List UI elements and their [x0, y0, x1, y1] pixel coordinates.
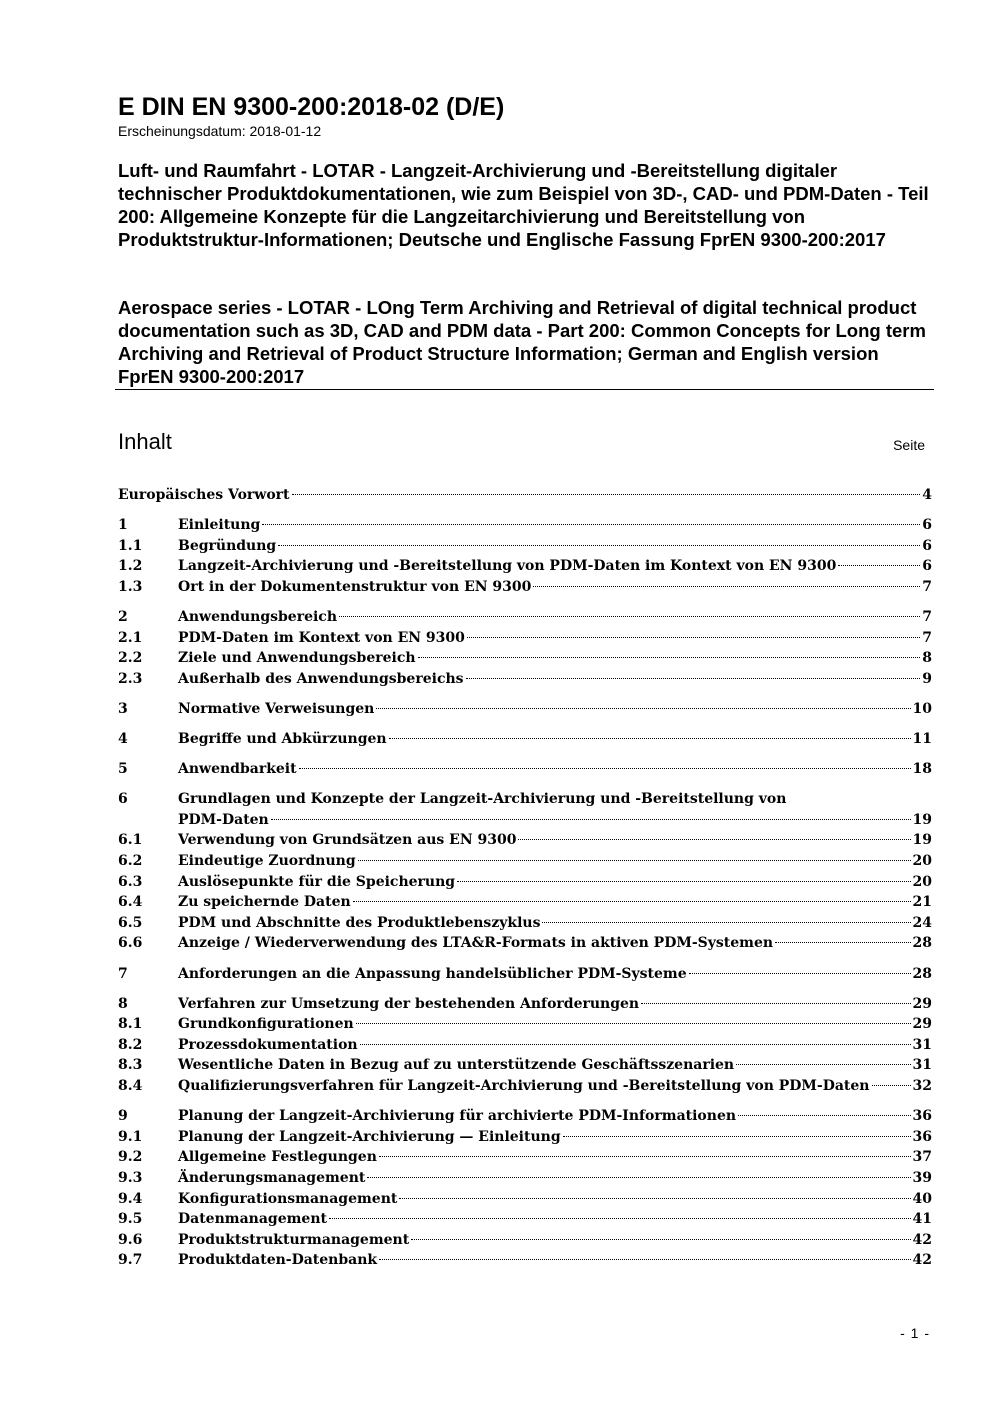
toc-entry-page: 32: [912, 1078, 932, 1094]
toc-dot-leader: [389, 738, 911, 739]
toc-entry[interactable]: [118, 851, 932, 871]
title-english: Aerospace series - LOTAR - LOng Term Archiving and Retrieval of digital technical product documentation such as 3D, CAD and PDM data - Part 200: Common Concepts for Long term Archiving and Retrieval of Product Structure Information; German and English version FprEN 9300-200:2017: [118, 297, 926, 387]
title-german: Luft- und Raumfahrt - LOTAR - Langzeit-Archivierung und -Bereitstellung digitaler technischer Produktdokumentationen, wie zum Beispiel von 3D-, CAD- und PDM-Daten - Teil 200: Allgemeine Konzepte für die Langzeitarchivierung und Bereitstellung von Produktstruktur-Informationen; Deutsche und Englische Fassung FprEN 9300-200:2017: [118, 160, 929, 250]
toc-entry-number: 2.2: [118, 650, 143, 667]
toc-entry[interactable]: [118, 556, 932, 576]
toc-dot-leader: [360, 1044, 911, 1045]
toc-entry-title: Grundlagen und Konzepte der Langzeit-Archivierung und -Bereitstellung von: [178, 791, 787, 808]
toc-entry-number: 6.2: [118, 853, 143, 869]
toc-entry-number: 6.1: [118, 832, 143, 849]
toc-entry-page: 24: [912, 914, 932, 931]
toc-dot-leader: [271, 819, 911, 820]
toc-entry-page: 37: [912, 1149, 932, 1166]
toc-entry-title: Planung der Langzeit-Archivierung für archivierte PDM-Informationen: [178, 1108, 737, 1125]
toc-entry[interactable]: [118, 892, 932, 912]
toc-entry[interactable]: [118, 872, 932, 892]
toc-entry-number: 9.3: [118, 1169, 143, 1186]
toc-entry-title: Ziele und Anwendungsbereich: [178, 650, 416, 667]
toc-entry[interactable]: [118, 1209, 932, 1229]
toc-entry-page: 42: [912, 1252, 932, 1269]
toc-entry[interactable]: [118, 964, 932, 984]
toc-dot-leader: [542, 922, 910, 923]
toc-entry-number: 6: [118, 791, 128, 808]
toc-entry-number: 3: [118, 700, 128, 717]
toc-entry-title: Anforderungen an die Anpassung handelsüblicher PDM-Systeme: [178, 965, 687, 982]
toc-entry-number: 8.2: [118, 1036, 143, 1053]
toc-dot-leader: [736, 1064, 910, 1065]
toc-entry-page: 4: [922, 487, 932, 503]
toc-entry-title: Produktdaten-Datenbank: [178, 1252, 378, 1269]
toc-entry-continuation[interactable]: [118, 810, 932, 830]
toc-dot-leader: [379, 1156, 911, 1157]
toc-entry[interactable]: [118, 648, 932, 668]
toc-entry-page: 20: [912, 873, 932, 890]
toc-entry-title: Produktstrukturmanagement: [178, 1231, 410, 1248]
toc-entry-page: 7: [922, 629, 932, 646]
toc-entry-number: 5: [118, 761, 128, 778]
toc-entry-number: 6.4: [118, 894, 143, 911]
toc-entry-number: 4: [118, 731, 128, 747]
toc-entry-title: Eindeutige Zuordnung: [178, 853, 356, 869]
toc-entry-number: 9: [118, 1108, 128, 1125]
toc-dot-leader: [775, 942, 910, 943]
toc-entry-number: 9.6: [118, 1231, 143, 1248]
page-number: - 1 -: [900, 1325, 930, 1341]
toc-entry-title: Änderungsmanagement: [178, 1169, 366, 1186]
toc-entry-title: Verwendung von Grundsätzen aus EN 9300: [178, 832, 517, 849]
toc-entry-page: 9: [922, 670, 932, 687]
toc-dot-leader: [411, 1239, 910, 1240]
toc-entry-title: Außerhalb des Anwendungsbereichs: [178, 670, 464, 687]
toc-entry-number: 2.3: [118, 670, 143, 687]
toc-entry[interactable]: [118, 789, 932, 809]
toc-entry-title: Datenmanagement: [178, 1211, 327, 1228]
toc-entry-title: Grundkonfigurationen: [178, 1016, 354, 1033]
toc-entry-page: 19: [912, 811, 932, 828]
toc-entry[interactable]: [118, 577, 932, 597]
toc-entry[interactable]: [118, 994, 932, 1014]
toc-dot-leader: [339, 616, 920, 617]
toc-dot-leader: [329, 1218, 911, 1219]
toc-entry-title: Planung der Langzeit-Archivierung — Einleitung: [178, 1128, 561, 1145]
toc-entry-page: 28: [912, 965, 932, 982]
toc-dot-leader: [299, 768, 911, 769]
toc-entry-number: 1.2: [118, 558, 143, 575]
toc-entry-page: 18: [912, 761, 932, 778]
toc-entry-page: 29: [912, 1016, 932, 1033]
toc-entry[interactable]: [118, 830, 932, 850]
toc-entry-title: Anwendungsbereich: [178, 609, 337, 625]
toc-entry-title: PDM-Daten im Kontext von EN 9300: [178, 629, 465, 646]
toc-entry-page: 7: [922, 578, 932, 595]
toc-entry-page: 8: [922, 650, 932, 667]
toc-entry[interactable]: [118, 485, 932, 505]
toc-entry-number: 6.5: [118, 914, 143, 931]
toc-entry-title: Ort in der Dokumentenstruktur von EN 9300: [178, 578, 532, 595]
toc-dot-leader: [353, 901, 911, 902]
toc-dot-leader: [838, 565, 920, 566]
toc-heading: Inhalt: [118, 429, 172, 454]
toc-entry-title: Auslösepunkte für die Speicherung: [178, 873, 456, 890]
toc-entry-number: 8.1: [118, 1016, 143, 1033]
header-divider: [115, 389, 934, 390]
toc-entry-number: 8: [118, 995, 128, 1012]
toc-dot-leader: [358, 860, 911, 861]
toc-dot-leader: [518, 839, 910, 840]
toc-entry-page: 6: [922, 537, 932, 554]
toc-entry-title: Einleitung: [178, 517, 261, 534]
toc-entry-page: 31: [912, 1057, 932, 1074]
toc-entry-title: Anzeige / Wiederverwendung des LTA&R-Formats in aktiven PDM-Systemen: [178, 935, 774, 952]
toc-entry[interactable]: [118, 1035, 932, 1055]
toc-entry-title: Verfahren zur Umsetzung der bestehenden Anforderungen: [178, 995, 640, 1012]
toc-entry-number: 6.6: [118, 935, 143, 952]
toc-entry-title: Langzeit-Archivierung und -Bereitstellung von PDM-Daten im Kontext von EN 9300: [178, 558, 837, 575]
toc-entry-number: 8.3: [118, 1057, 143, 1074]
toc-entry-number: 6.3: [118, 873, 143, 890]
toc-entry[interactable]: [118, 1189, 932, 1209]
toc-entry[interactable]: [118, 913, 932, 933]
toc-entry-page: 7: [922, 609, 932, 625]
toc-entry-number: 2.1: [118, 629, 143, 646]
toc-dot-leader: [457, 881, 910, 882]
toc-entry-number: 1: [118, 517, 128, 534]
toc-entry-title: Begriffe und Abkürzungen: [178, 731, 387, 747]
toc-entry-title: Wesentliche Daten in Bezug auf zu unterstützende Geschäftsszenarien: [178, 1057, 735, 1074]
toc-entry-title: Normative Verweisungen: [178, 700, 375, 717]
toc-dot-leader: [533, 586, 920, 587]
toc-entry-page: 42: [912, 1231, 932, 1248]
toc-entry-number: 9.7: [118, 1252, 143, 1269]
toc-dot-leader: [376, 708, 910, 709]
toc-entry-number: 2: [118, 609, 128, 625]
toc-entry-title: Qualifizierungsverfahren für Langzeit-Archivierung und -Bereitstellung von PDM-Daten: [178, 1078, 870, 1094]
toc-dot-leader: [689, 973, 911, 974]
document-title: E DIN EN 9300-200:2018-02 (D/E): [118, 93, 505, 121]
toc-entry-page: 19: [912, 832, 932, 849]
toc-dot-leader: [872, 1085, 911, 1086]
toc-entry-title: Konfigurationsmanagement: [178, 1190, 398, 1207]
toc-entry[interactable]: [118, 1127, 932, 1147]
toc-entry-page: 29: [912, 995, 932, 1012]
toc-entry[interactable]: [118, 1147, 932, 1167]
publication-date: Erscheinungsdatum: 2018-01-12: [118, 123, 322, 139]
toc-page-column-label: Seite: [893, 437, 925, 453]
toc-entry[interactable]: [118, 1106, 932, 1126]
toc-entry-title-continued: PDM-Daten: [178, 811, 269, 828]
toc-dot-leader: [563, 1136, 911, 1137]
toc-entry[interactable]: [118, 1076, 932, 1096]
toc-dot-leader: [466, 678, 921, 679]
toc-entry-page: 36: [912, 1128, 932, 1145]
toc-entry[interactable]: [118, 1168, 932, 1188]
toc-entry[interactable]: [118, 515, 932, 535]
toc-entry-number: 9.4: [118, 1190, 143, 1207]
toc-entry-page: 21: [912, 894, 932, 911]
toc-entry[interactable]: [118, 536, 932, 556]
toc-entry-title: Europäisches Vorwort: [118, 487, 290, 503]
toc-dot-leader: [292, 494, 921, 495]
toc-entry-page: 36: [912, 1108, 932, 1125]
toc-entry-number: 1.1: [118, 537, 143, 554]
toc-dot-leader: [278, 545, 920, 546]
toc-entry-page: 31: [912, 1036, 932, 1053]
toc-entry-page: 6: [922, 558, 932, 575]
toc-entry-page: 39: [912, 1169, 932, 1186]
toc-entry-number: 9.2: [118, 1149, 143, 1166]
toc-dot-leader: [262, 524, 920, 525]
toc-dot-leader: [356, 1023, 911, 1024]
toc-entry-title: Anwendbarkeit: [178, 761, 297, 778]
toc-dot-leader: [641, 1003, 910, 1004]
toc-entry-page: 28: [912, 935, 932, 952]
toc-entry[interactable]: [118, 699, 932, 719]
toc-dot-leader: [367, 1177, 910, 1178]
toc-entry[interactable]: [118, 1230, 932, 1250]
toc-entry-number: 7: [118, 965, 128, 982]
toc-entry[interactable]: [118, 1250, 932, 1270]
toc-entry-page: 40: [912, 1190, 932, 1207]
toc-entry[interactable]: [118, 1055, 932, 1075]
toc-entry-title: Begründung: [178, 537, 277, 554]
toc-entry-number: 1.3: [118, 578, 143, 595]
toc-entry[interactable]: [118, 729, 932, 749]
toc-entry-page: 41: [912, 1211, 932, 1228]
toc-entry-page: 11: [912, 731, 932, 747]
toc-entry-number: 9.1: [118, 1128, 143, 1145]
toc-dot-leader: [379, 1259, 910, 1260]
toc-entry-title: Zu speichernde Daten: [178, 894, 351, 911]
toc-dot-leader: [467, 637, 920, 638]
toc-entry-number: 9.5: [118, 1211, 143, 1228]
toc-entry-number: 8.4: [118, 1078, 143, 1094]
toc-entry-page: 6: [922, 517, 932, 534]
toc-entry-page: 10: [912, 700, 932, 717]
toc-entry[interactable]: [118, 1014, 932, 1034]
toc-entry[interactable]: [118, 759, 932, 779]
toc-entry-title: Allgemeine Festlegungen: [178, 1149, 377, 1166]
toc-entry-title: PDM und Abschnitte des Produktlebenszyklus: [178, 914, 541, 931]
toc-dot-leader: [399, 1198, 910, 1199]
toc-entry[interactable]: [118, 607, 932, 627]
toc-entry[interactable]: [118, 628, 932, 648]
toc-dot-leader: [418, 657, 921, 658]
toc-entry-title: Prozessdokumentation: [178, 1036, 358, 1053]
toc-entry-page: 20: [912, 853, 932, 869]
toc-entry[interactable]: [118, 933, 932, 953]
toc-entry[interactable]: [118, 669, 932, 689]
toc-dot-leader: [738, 1115, 910, 1116]
